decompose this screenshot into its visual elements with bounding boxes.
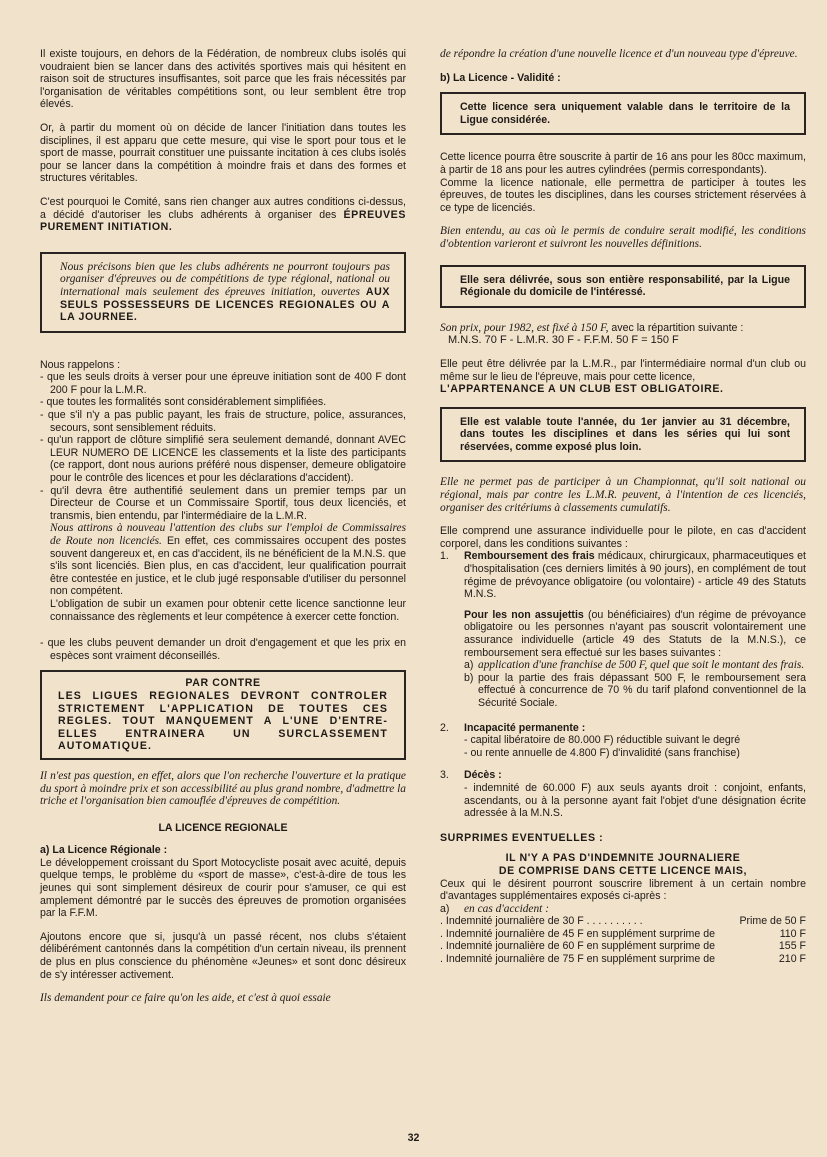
demandent-paragraph: Ils demandent pour ce faire qu'on les aide, et c'est à quoi essaie (40, 992, 331, 1005)
commissaires-paragraph: Nous attirons à nouveau l'attention des clubs sur l'emploi de Commissaires de Route non licenciés. En effet, ces commissaires occupent des postes souvent dangereux et, en cas d'accident, ils ne bénéficient de la M.N.S. que s'ils sont licenciés. Bien plus, en cas d'accident, leur qualification pourrait être contestée en justice, et le club jugé responsable d'utiliser du personnel non compétent. (50, 522, 406, 598)
par-contre-box (40, 670, 406, 760)
nationale-paragraph: Comme la licence nationale, elle permettra de participer à toutes les épreuves, de toutes les disciplines, dans les courses strictement réservées à ce type de licenciés. (440, 176, 806, 214)
continuation-paragraph: de répondre la création d'une nouvelle licence et d'un nouveau type d'épreuve. (440, 48, 798, 60)
list-item: - qu'un rapport de clôture simplifié sera seulement demandé, donnant AVEC LEUR NUMERO DE LICENCE les classements et la liste des participants (ce rapport, dont nous aurions préféré nous dispenser, demeure obligatoire pour le contrôle des licences et pour les déclarations d'accident). (40, 434, 406, 485)
incapacite-item: 2. Incapacité permanente : (440, 721, 586, 734)
delivree-paragraph: Elle peut être délivrée par la L.M.R., par l'intermédiaire normal d'un club ou même sur le lieu de l'épreuve, mais pour cette licence, (440, 357, 806, 383)
depassement-line: b) pour la partie des frais dépassant 500 F, le remboursement sera effectué à concurrence de 70 % du tarif plafond conventionnel de la Sécurité Sociale. (464, 671, 806, 709)
delivree-box: Elle sera délivrée, sous son entière responsabilité, par la Ligue Régionale du domicile de l'intéressé. (440, 265, 806, 308)
indemnite-paragraph: Ceux qui le désirent pourront souscrire librement à un certain nombre d'avantages supplémentaires exposés ci-après : (440, 877, 806, 903)
section-title: LA LICENCE REGIONALE (158, 821, 288, 834)
repartition-line: M.N.S. 70 F - L.M.R. 30 F - F.F.M. 50 F = 150 F (448, 334, 679, 347)
incapacite-line: - capital libératoire de 80.000 F) réductible suivant le degré (464, 734, 741, 747)
par-contre-text: LES LIGUES REGIONALES DEVRONT CONTROLER STRICTEMENT L'APPLICATION DE TOUTES CES REGLES. TOUT MANQUEMENT A L'UNE D'ENTRE-ELLES ENTRAINERA UN SURCLASSEMENT AUTOMATIQUE. (58, 689, 388, 753)
page-number: 32 (407, 1132, 420, 1144)
non-assujettis-paragraph: Pour les non assujettis (ou bénéficiaires) d'un régime de prévoyance obligatoire ou les personnes n'ayant pas souscrit volontairement une assurance individuelle (article 49 des Statuts de la M.N.S.), ce remboursement sera effectué sur les bases suivantes : (464, 608, 806, 659)
permis-paragraph: Bien entendu, au cas où le permis de conduire serait modifié, les conditions d'obtention varieront et suivront les nouvelles définitions. (440, 225, 806, 250)
epreuves-initiation-text: ÉPREUVES PUREMENT INITIATION. (40, 208, 406, 234)
list-item: - qu'il devra être authentifié seulement dans un premier temps par un Directeur de Course et un Commissaire Sportif, tous deux licenciés, et transmis, bien entendu, par l'intermédiaire de la L.M.R. (40, 484, 406, 522)
accident-line: a) en cas d'accident : (440, 902, 549, 915)
comite-paragraph: C'est pourquoi le Comité, sans rien changer aux autres conditions ci-dessus, a décidé d'autoriser les clubs adhérents à organiser des ÉPREUVES PUREMENT INITIATION. (40, 195, 406, 234)
rappel-list (40, 371, 406, 522)
initiation-paragraph: Or, à partir du moment où on décide de lancer l'initiation dans toutes les disciplines, il est apparu que cette mesure, qui vise le sport pour tous et le sport de masse, pourrait constituer une puissante incitation à ces clubs isolés pour se lancer dans la compétition à moindre frais et dans des formes et structures véritables. (40, 121, 406, 185)
prix-list (40, 637, 406, 662)
validite-annee-box: Elle est valable toute l'année, du 1er janvier au 31 décembre, dans toutes les disciplines et dans les séries qui lui sont réservées, comme exposé plus loin. (440, 407, 806, 463)
par-contre-title: PAR CONTRE (185, 677, 261, 690)
deces-text: - indemnité de 60.000 F) aux seuls ayants droit : conjoint, enfants, ascendants, ou à la personne ayant fait l'objet d'une désignation écrite adressée à la M.N.S. (464, 781, 806, 820)
triche-paragraph: Il n'est pas question, en effet, alors que l'on recherche l'ouverture et la pratique du sport à moindre prix et son accessibilité au plus grand nombre, d'admettre la triche et l'organisation bien camouflée d'épreuves de compétition. (40, 769, 406, 808)
table-row: . Indemnité journalière de 60 F en supplément surprime de 155 F (440, 940, 806, 953)
prix-paragraph: Son prix, pour 1982, est fixé à 150 F, avec la répartition suivante : (440, 321, 744, 334)
table-row: . Indemnité journalière de 75 F en supplément surprime de 210 F (440, 953, 806, 966)
surprimes-title: SURPRIMES EVENTUELLES : (440, 831, 604, 844)
incapacite-line: - ou rente annuelle de 4.800 F) d'invalidité (sans franchise) (464, 746, 740, 759)
indemnite-title-2: DE COMPRISE DANS CETTE LICENCE MAIS, (498, 864, 748, 877)
territoire-box: Cette licence sera uniquement valable dans le territoire de la Ligue considérée. (440, 92, 806, 135)
indemnite-title-1: IL N'Y A PAS D'INDEMNITE JOURNALIERE (505, 852, 741, 865)
list-item: - que s'il n'y a pas public payant, les frais de structure, police, assurances, secours, sont sensiblement réduits. (40, 409, 406, 434)
championnat-paragraph: Elle ne permet pas de participer à un Championnat, qu'il soit national ou régional, mais par contre les L.M.R. peuvent, à l'intention de ces licenciés, organiser des critériums à classements cumulatifs. (440, 476, 806, 514)
left-column (40, 48, 406, 1016)
remboursement-item: 1. Remboursement des frais médicaux, chirurgicaux, pharmaceutiques et d'hospitalisation (ces derniers limités à 90 jours), en complément de tout régime de prévoyance obligatoire (ou volontaire) - article 49 des Statuts M.N.S. (440, 550, 806, 601)
assurance-paragraph: Elle comprend une assurance individuelle pour le pilote, en cas d'accident corporel, dans les conditions suivantes : (440, 525, 806, 550)
validite-heading: b) La Licence - Validité : (440, 71, 561, 84)
obligation-paragraph: L'obligation de subir un examen pour obtenir cette licence sanctionne leur connaissance des règlements et leur compétence à exercer cette fonction. (50, 597, 406, 623)
licence-regionale-heading: a) La Licence Régionale : (40, 844, 168, 857)
ajoutons-paragraph: Ajoutons encore que si, jusqu'à un passé récent, nos clubs s'étaient délibérément cantonnés dans la compétition d'un certain niveau, ils prennent de plus en plus conscience du phénomène «Jeunes» et sont donc désireux de s'y intéresser activement. (40, 930, 406, 981)
franchise-line: a) application d'une franchise de 500 F, quel que soit le montant des frais. (464, 659, 805, 672)
appartenance-line: L'APPARTENANCE A UN CLUB EST OBLIGATOIRE. (440, 383, 724, 396)
right-column (440, 48, 806, 966)
list-item: - que les clubs peuvent demander un droit d'engagement et que les prix en espèces sont vraiment déconseillés. (40, 637, 406, 662)
intro-paragraph: Il existe toujours, en dehors de la Fédération, de nombreux clubs isolés qui voudraient bien se lancer dans des activités sportives mais qui hésitent en raison soit de structures insuffisantes, soit parce que les frais nécessités par l'organisation de véritables compétitions sont, ou leur semblent être trop élevés. (40, 48, 406, 111)
list-item: - que toutes les formalités sont considérablement simplifiées. (40, 396, 327, 409)
deces-item: 3. Décès : (440, 769, 502, 782)
table-row: . Indemnité journalière de 45 F en supplément surprime de 110 F (440, 927, 806, 940)
rappel-intro: Nous rappelons : (40, 358, 121, 371)
table-row: . Indemnité journalière de 30 F . . . . . . . . . . Prime de 50 F (440, 915, 806, 928)
clubs-notice-box: Nous précisons bien que les clubs adhérents ne pourront toujours pas organiser d'épreuves ou de compétitions de type régional, national ou international mais seulement des épreuves initiation, ouvertes AUX SEULS POSSESSEURS DE LICENCES REGIONALES OU A LA JOURNEE. (40, 252, 406, 333)
age-paragraph: Cette licence pourra être souscrite à partir de 16 ans pour les 80cc maximum, à partir de 18 ans pour les autres cylindrées (permis correspondants). (440, 151, 806, 176)
list-item: - que les seuls droits à verser pour une épreuve initiation sont de 400 F dont 200 F pour la L.M.R. (40, 371, 406, 396)
developpement-paragraph: Le développement croissant du Sport Motocycliste posait avec acuité, depuis quelque temps, le problème du «sport de masse», c'est-à-dire de tous les jeunes qui sont simplement désireux de courir pour s'amuser, ce qui est amplement démontré par le succès des épreuves de promotion organisées par la F.F.M. (40, 856, 406, 920)
